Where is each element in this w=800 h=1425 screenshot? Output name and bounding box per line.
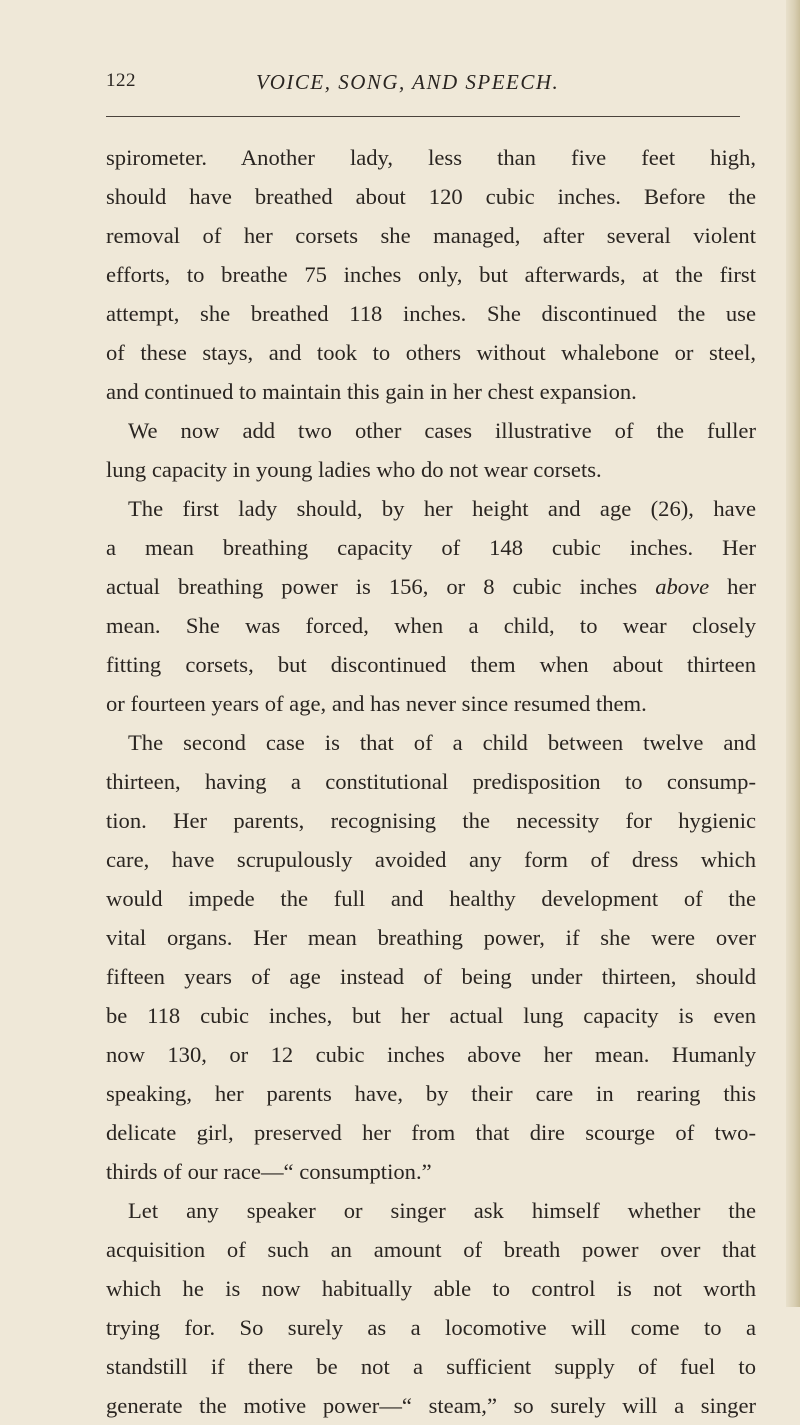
text-line: removal of her corsets she managed, after several violent — [106, 223, 756, 248]
text-line: trying for. So surely as a locomotive will come to a — [106, 1315, 756, 1340]
text-line: generate the motive power—“ steam,” so surely will a singer — [106, 1393, 756, 1418]
text-line: of these stays, and took to others without whalebone or steel, — [106, 340, 756, 365]
text-line: The first lady should, by her height and age (26), have — [128, 496, 756, 521]
text-segment: her — [709, 574, 756, 599]
text-line: mean. She was forced, when a child, to wear closely — [106, 613, 756, 638]
text-line: should have breathed about 120 cubic inches. Before the — [106, 184, 756, 209]
text-segment: actual breathing power is 156, or 8 cubic inches — [106, 574, 656, 599]
text-line: tion. Her parents, recognising the necessity for hygienic — [106, 808, 756, 833]
text-line: be 118 cubic inches, but her actual lung capacity is even — [106, 1003, 756, 1028]
text-line: The second case is that of a child between twelve and — [128, 730, 756, 755]
page-edge — [786, 0, 800, 1307]
text-line: standstill if there be not a sufficient supply of fuel to — [106, 1354, 756, 1379]
text-line: Let any speaker or singer ask himself whether the — [128, 1198, 756, 1223]
page-header — [106, 70, 742, 100]
text-line: attempt, she breathed 118 inches. She discontinued the use — [106, 301, 756, 326]
text-line: delicate girl, preserved her from that dire scourge of two- — [106, 1120, 756, 1145]
header-rule — [106, 116, 740, 117]
running-title: VOICE, SONG, AND SPEECH. — [256, 70, 560, 94]
text-line: now 130, or 12 cubic inches above her mean. Humanly — [106, 1042, 756, 1067]
text-line: or fourteen years of age, and has never since resumed them. — [106, 691, 647, 716]
text-line: thirteen, having a constitutional predisposition to consump- — [106, 769, 756, 794]
text-line: We now add two other cases illustrative of the fuller — [128, 418, 756, 443]
emphasis-word: above — [655, 574, 710, 599]
text-line: speaking, her parents have, by their care in rearing this — [106, 1081, 756, 1106]
text-line: efforts, to breathe 75 inches only, but afterwards, at the first — [106, 262, 756, 287]
body-text — [106, 138, 756, 1425]
text-line: fitting corsets, but discontinued them when about thirteen — [106, 652, 756, 677]
text-line: and continued to maintain this gain in her chest expansion. — [106, 379, 637, 404]
text-line: which he is now habitually able to control is not worth — [106, 1276, 756, 1301]
text-line: a mean breathing capacity of 148 cubic inches. Her — [106, 535, 756, 560]
text-line: acquisition of such an amount of breath power over that — [106, 1237, 756, 1262]
text-line-with-emphasis — [106, 567, 756, 606]
text-line: fifteen years of age instead of being under thirteen, should — [106, 964, 756, 989]
text-line: lung capacity in young ladies who do not wear corsets. — [106, 457, 602, 482]
text-line: thirds of our race—“ consumption.” — [106, 1159, 432, 1184]
text-line: spirometer. Another lady, less than five feet high, — [106, 145, 756, 170]
text-line: care, have scrupulously avoided any form of dress which — [106, 847, 756, 872]
page-number: 122 — [106, 70, 136, 91]
text-line: would impede the full and healthy development of the — [106, 886, 756, 911]
text-line: vital organs. Her mean breathing power, if she were over — [106, 925, 756, 950]
